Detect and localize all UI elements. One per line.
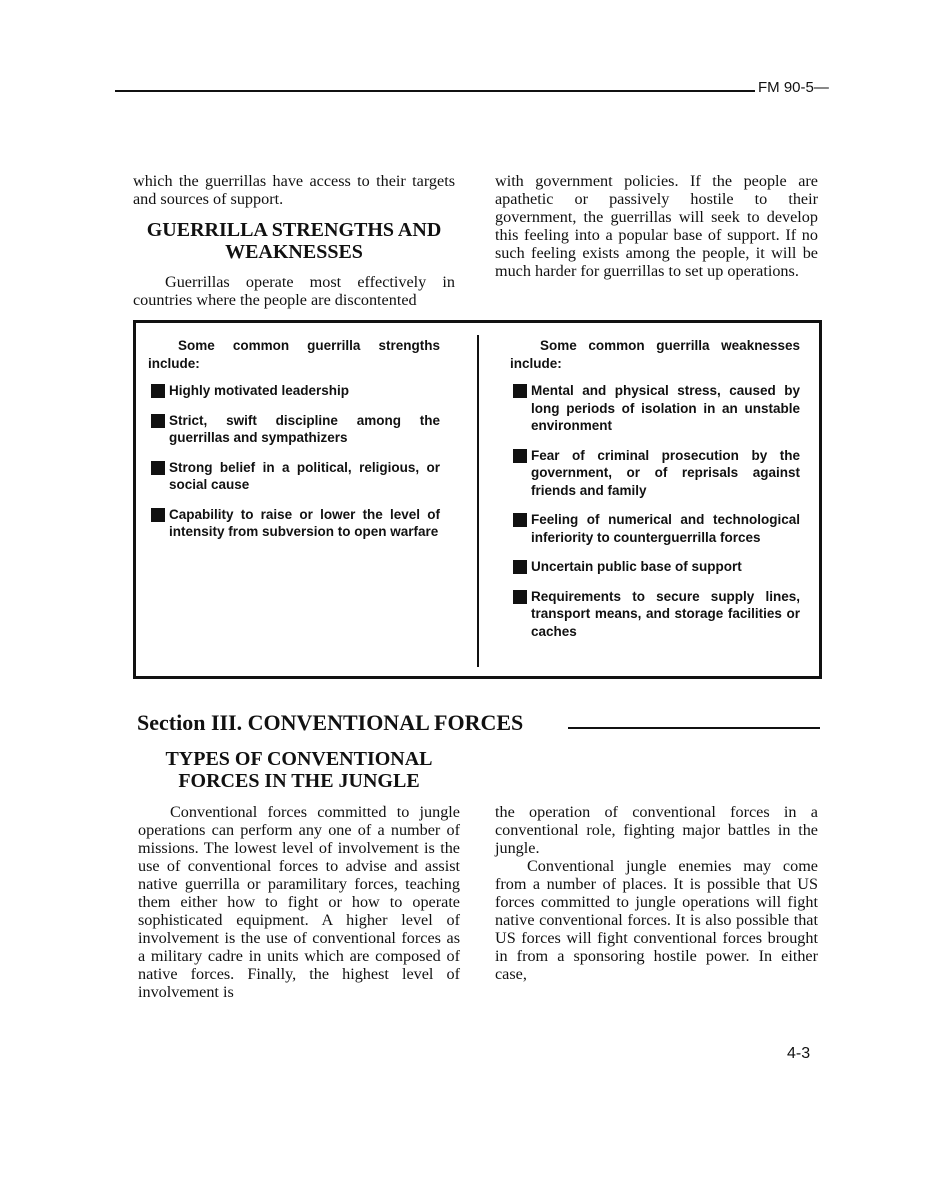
bottom-right-column [495, 803, 818, 983]
paragraph: with government policies. If the people are apathetic or passively hostile to their government, the guerrillas will seek to develop this feeling into a popular base of support. If no such feeling exists among the people, it will be much harder for guerrillas to set up operations. [495, 172, 818, 280]
strengths-column [148, 337, 440, 553]
weakness-item: Uncertain public base of support [510, 558, 800, 576]
column-divider [477, 335, 479, 667]
paragraph: which the guerrillas have access to their targets and sources of support. [133, 172, 455, 208]
weakness-item: Requirements to secure supply lines, transport means, and storage facilities or caches [510, 588, 800, 641]
weakness-item: Mental and physical stress, caused by long periods of isolation in an unstable environment [510, 382, 800, 435]
section-title: Section III. CONVENTIONAL FORCES [137, 710, 524, 735]
square-bullet-icon [151, 508, 165, 522]
weaknesses-column [510, 337, 800, 652]
strength-item: Strict, swift discipline among the guerrillas and sympathizers [148, 412, 440, 447]
section-rule [568, 727, 820, 729]
types-of-forces-heading: TYPES OF CONVENTIONAL FORCES IN THE JUNGLE [165, 748, 433, 792]
square-bullet-icon [151, 414, 165, 428]
square-bullet-icon [513, 560, 527, 574]
weakness-item: Feeling of numerical and technological inferiority to counterguerrilla forces [510, 511, 800, 546]
manual-code: FM 90-5— [758, 79, 829, 96]
paragraph: Conventional forces committed to jungle operations can perform any one of a number of missions. The lowest level of involvement is the use of conventional forces to advise and assist native guerrilla or paramilitary forces, teaching them either how to fight or how to operate sophisticated equipment. A higher level of involvement is the use of conventional forces as a military cadre in units which are composed of native forces. Finally, the highest level of involvement is [138, 803, 460, 1001]
square-bullet-icon [513, 384, 527, 398]
top-left-column [133, 172, 455, 309]
square-bullet-icon [513, 449, 527, 463]
square-bullet-icon [151, 384, 165, 398]
paragraph: the operation of conventional forces in a conventional role, fighting major battles in the jungle. [495, 803, 818, 857]
strength-item: Highly motivated leadership [148, 382, 440, 400]
strengths-intro: Some common guerrilla strengths include: [148, 338, 440, 371]
strength-item: Capability to raise or lower the level of intensity from subversion to open warfare [148, 506, 440, 541]
guerrilla-strengths-heading: GUERRILLA STRENGTHS AND WEAKNESSES [146, 219, 442, 263]
page-number: 4-3 [787, 1045, 811, 1062]
strength-item: Strong belief in a political, religious, or social cause [148, 459, 440, 494]
paragraph: Guerrillas operate most effectively in countries where the people are discontented [133, 273, 455, 309]
strengths-weaknesses-box [133, 320, 822, 679]
weakness-item: Fear of criminal prosecution by the government, or of reprisals against friends and family [510, 447, 800, 500]
header-rule [115, 90, 755, 92]
bottom-left-column [138, 803, 460, 1001]
top-right-column [495, 172, 818, 280]
paragraph: Conventional jungle enemies may come from a number of places. It is possible that US forces committed to jungle operations will fight native conventional forces. It is also possible that US forces will fight conventional forces brought in from a sponsoring hostile power. In either case, [495, 857, 818, 983]
square-bullet-icon [513, 590, 527, 604]
weaknesses-intro: Some common guerrilla weaknesses include: [510, 338, 800, 371]
square-bullet-icon [151, 461, 165, 475]
square-bullet-icon [513, 513, 527, 527]
